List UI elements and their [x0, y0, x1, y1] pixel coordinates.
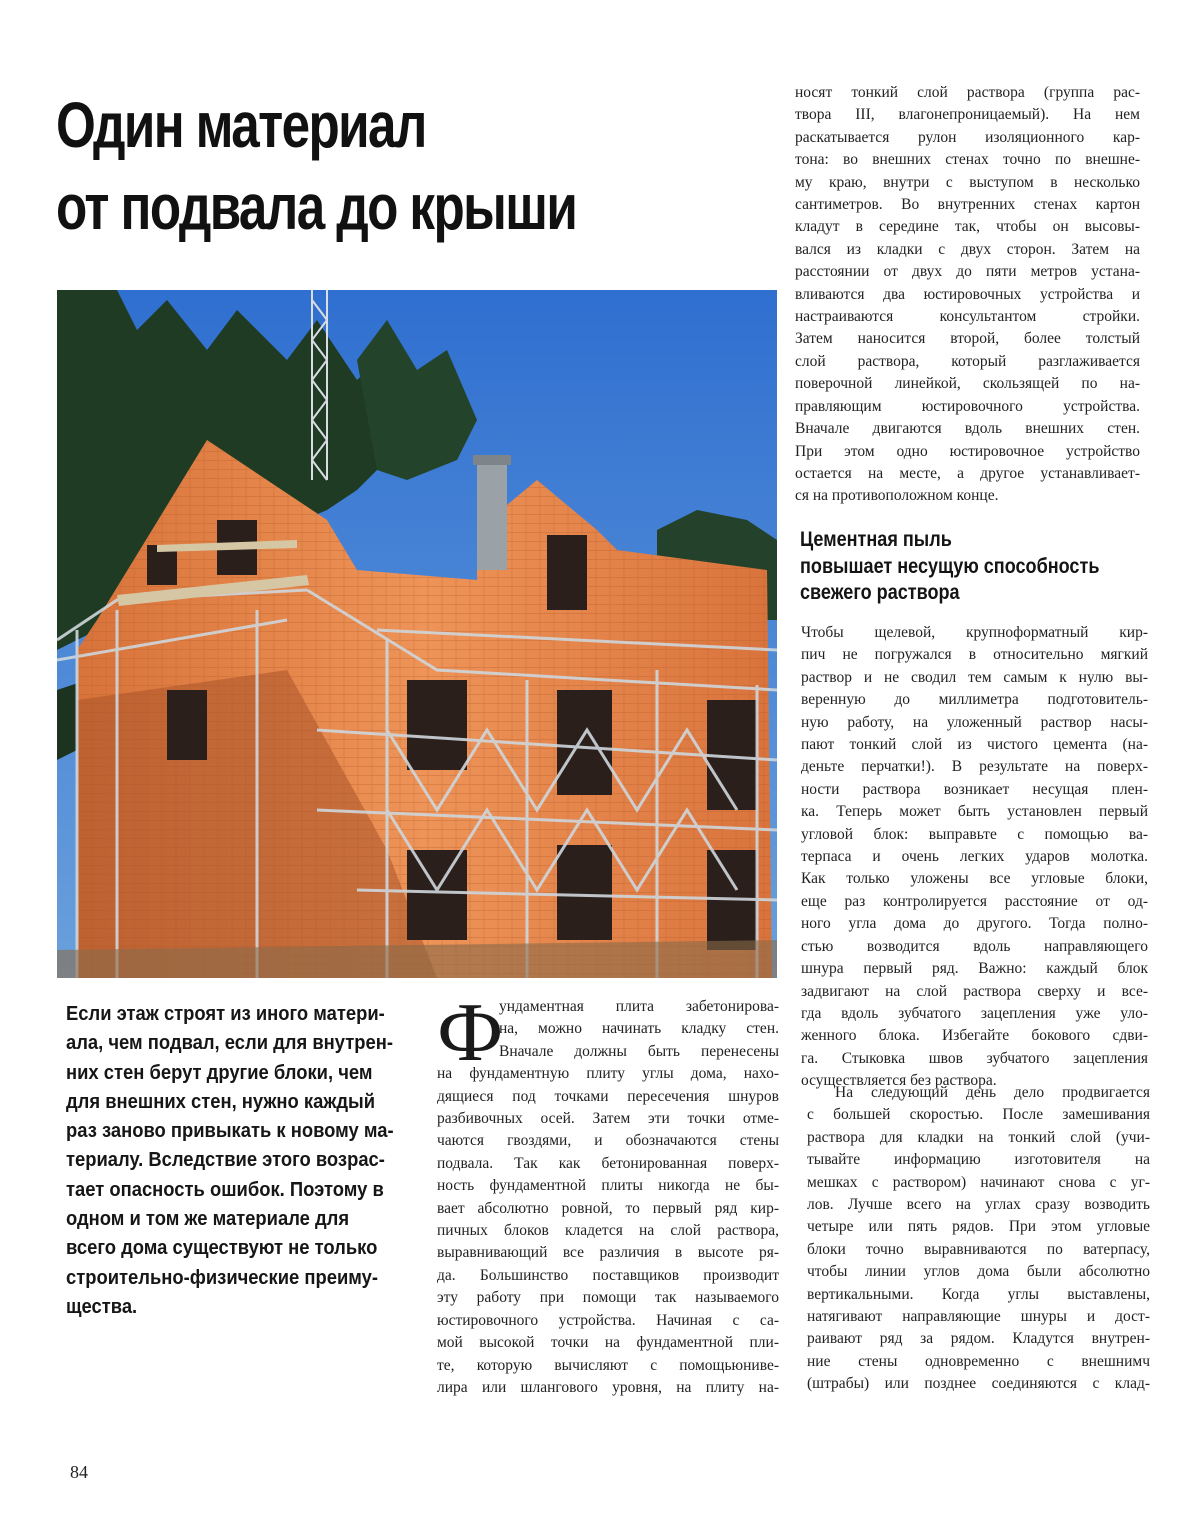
body-line: На следующий день дело продвигается: [835, 1084, 1150, 1101]
body-column-right-bottom: [807, 1082, 1150, 1396]
body-line: вливаются два юстировочных устройства и: [795, 285, 1140, 303]
body-line: твора III, влагонепроницаемый). На нем: [795, 106, 1140, 124]
body-line: выравнивающий все различия в высоте ря-: [437, 1244, 779, 1262]
body-line: настраиваются консультантом стройки.: [795, 308, 1140, 326]
lead-line: одном и том же материале для: [66, 1208, 350, 1231]
body-line: эту работу при помощи так называемого: [437, 1289, 779, 1307]
body-line: вался из кладки с двух сторон. Затем на: [795, 240, 1140, 258]
body-line: на фундаментную плиту углы дома, нахо-: [437, 1065, 779, 1083]
body-line: пичных блоков кладется на слой раствора,: [437, 1222, 779, 1240]
body-line: терпаса и очень легких ударов молотка.: [801, 848, 1148, 866]
body-line: на, можно начинать кладку стен.: [499, 1020, 779, 1038]
body-column-middle: [437, 986, 779, 1399]
lead-line: териалу. Вследствие этого возрас-: [66, 1149, 385, 1172]
body-line: чтобы линии углов дома были абсолютно: [807, 1263, 1150, 1281]
body-line: мешках с раствором) начинают снова с уг-: [807, 1173, 1150, 1191]
body-line: женного блока. Избегайте бокового сдви-: [801, 1027, 1148, 1045]
body-line: угловой блок: выправьте с помощью ва-: [801, 825, 1148, 843]
article-title: [56, 84, 616, 248]
body-line: шнура первый ряд. Важно: каждый блок: [801, 960, 1148, 978]
lead-paragraph: [66, 1000, 394, 1322]
body-line: му краю, внутри с выступом в несколько: [795, 173, 1140, 191]
body-line: Чтобы щелевой, крупноформатный кир-: [801, 624, 1148, 641]
body-line: слой раствора, который разглаживается: [795, 352, 1140, 370]
body-line: пич не погружался в относительно мягкий: [801, 646, 1148, 664]
body-line: пают тонкий слой из чистого цемента (на-: [801, 736, 1148, 754]
page-number: 84: [70, 1462, 88, 1482]
subheading-line: повышает несущую способность: [800, 554, 1100, 578]
body-line: вает абсолютно ровной, то первый ряд кир-: [437, 1199, 779, 1217]
body-line: мой высокой точки на фундаментной пли-: [437, 1334, 779, 1352]
body-line: ка. Теперь может быть установлен первый: [801, 803, 1148, 821]
lead-line: для внешних стен, нужно каждый: [66, 1090, 376, 1113]
body-line: правляющим юстировочного устройства.: [795, 397, 1140, 415]
lead-line: Если этаж строят из иного матери-: [66, 1003, 385, 1025]
body-column-right-top: [795, 82, 1140, 508]
body-line: подвала. Так как бетонированная поверх-: [437, 1154, 779, 1172]
house-construction-photo: [57, 290, 777, 978]
body-line: лов. Лучше всего на углах сразу возводить: [807, 1196, 1150, 1214]
body-line: расстоянии от двух до пяти метров устана-: [795, 263, 1140, 281]
body-line: Вначале должны быть перенесены: [499, 1042, 779, 1060]
lead-line: щества.: [66, 1295, 138, 1318]
body-line: раивают ряд за рядом. Кладутся внутрен-: [807, 1330, 1150, 1348]
lead-line: них стен берут другие блоки, чем: [66, 1061, 373, 1084]
title-line-2: от подвала до крыши: [56, 171, 577, 243]
lead-line: строительно-физические преиму-: [66, 1266, 379, 1289]
body-line: тывайте информацию изготовителя на: [807, 1151, 1150, 1169]
body-line: деньте перчатки!). В результате на поверх-: [801, 758, 1148, 776]
lead-line: ала, чем подвал, если для внутрен-: [66, 1032, 393, 1055]
body-line: стью возводится вдоль направляющего: [801, 937, 1148, 955]
body-line: кладут в середине так, чтобы он высовы-: [795, 218, 1140, 236]
body-line: ную работу, на уложенный раствор насы-: [801, 713, 1148, 731]
body-line: раствор и не сводил тем самым к нулю вы-: [801, 668, 1148, 686]
body-line: задвигают на слой раствора сверху и все-: [801, 982, 1148, 1000]
body-line: веренную до миллиметра подготовитель-: [801, 691, 1148, 709]
body-line: да. Большинство поставщиков производит: [437, 1266, 779, 1284]
subheading-line: Цементная пыль: [800, 528, 952, 551]
body-line: те, которую вычисляют с помощьюниве-: [437, 1356, 779, 1374]
body-line: лира или шлангового уровня, на плиту на-: [437, 1378, 779, 1396]
body-line: Вначале двигаются вдоль внешних стен.: [795, 420, 1140, 438]
lead-line: всего дома существуют не только: [66, 1237, 378, 1260]
subheading-line: свежего раствора: [800, 581, 960, 604]
body-line: натягивают направляющие шнуры и дост-: [807, 1308, 1150, 1326]
body-line: осуществляется без раствора.: [801, 1072, 997, 1090]
body-line: раскатывается рулон изоляционного кар-: [795, 128, 1140, 146]
body-line: раствора для кладки на тонкий слой (учи-: [807, 1128, 1150, 1146]
body-line: ности раствора возникает несущая плен-: [801, 780, 1148, 798]
body-line: гда вдоль зубчатого зацепления уже уло-: [801, 1004, 1148, 1022]
title-line-1: Один материал: [56, 89, 426, 161]
body-line: ундаментная плита забетонирова-: [499, 998, 779, 1015]
body-line: разбивочных осей. Затем эти точки отме-: [437, 1110, 779, 1128]
body-column-right-middle: [801, 622, 1148, 1093]
lead-line: тает опасность ошибок. Поэтому в: [66, 1178, 384, 1201]
body-line: ность фундаментной плиты никогда не бы-: [437, 1177, 779, 1195]
body-line: ся на противоположном конце.: [795, 487, 999, 505]
body-line: сантиметров. Во внутренних стенах картон: [795, 196, 1140, 214]
body-line: вертикальными. Когда углы выставлены,: [807, 1285, 1150, 1303]
body-line: блоки точно выравниваются по ватерпасу,: [807, 1240, 1150, 1258]
body-line: При этом одно юстировочное устройство: [795, 442, 1140, 460]
body-line: ного угла дома до другого. Тогда полно-: [801, 915, 1148, 933]
body-line: четыре или пять рядов. При этом угловые: [807, 1218, 1150, 1236]
body-line: юстировочного устройства. Начиная с са-: [437, 1311, 779, 1329]
body-line: (штрабы) или позднее соединяются с клад-: [807, 1375, 1150, 1393]
drop-cap: Ф: [437, 986, 504, 1079]
body-line: га. Стыковка швов зубчатого зацепления: [801, 1049, 1148, 1067]
body-line: остается на месте, а другое устанавливает-: [795, 464, 1140, 482]
body-line: ние стены одновременно с внешнимч: [807, 1352, 1150, 1370]
body-line: Затем наносится второй, более толстый: [795, 330, 1140, 348]
body-line: Как только уложены все угловые блоки,: [801, 870, 1148, 888]
body-line: носят тонкий слой раствора (группа рас-: [795, 84, 1140, 101]
body-line: тона: во внешних стенах точно по внешне-: [795, 151, 1140, 169]
body-line: еще раз контролируется расстояние от од-: [801, 892, 1148, 910]
section-subheading: [800, 527, 1144, 607]
body-line: с большей скоростью. После замешивания: [807, 1106, 1150, 1124]
body-line: чаются гвоздями, и обозначаются стены: [437, 1132, 779, 1150]
lead-line: раз заново привыкать к новому ма-: [66, 1120, 394, 1143]
body-line: дящиеся под точками пересечения шнуров: [437, 1087, 779, 1105]
body-line: поверочной линейкой, скользящей по на-: [795, 375, 1140, 393]
